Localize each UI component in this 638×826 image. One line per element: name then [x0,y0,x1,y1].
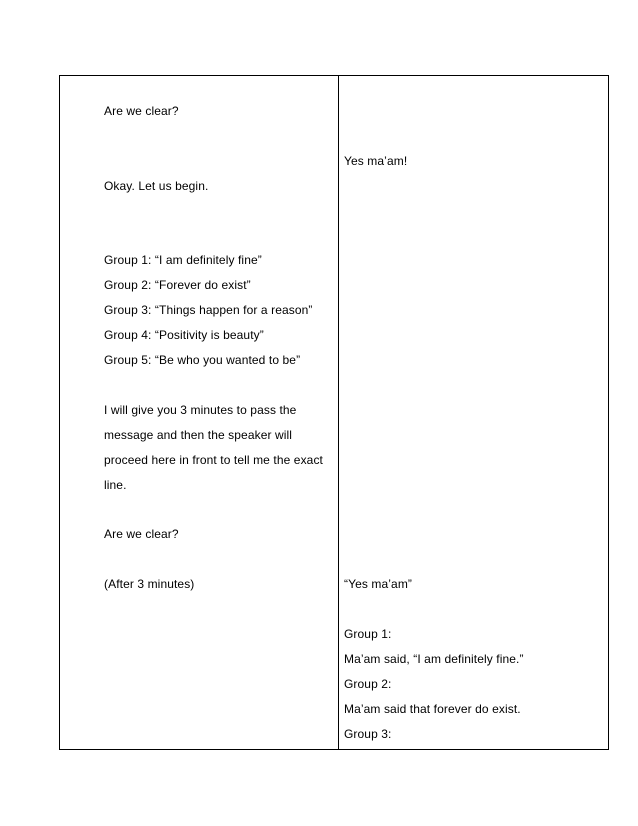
teacher-line-group3: Group 3: “Things happen for a reason” [104,303,313,317]
teacher-line-begin: Okay. Let us begin. [104,179,209,193]
student-line-group2-label: Group 2: [344,677,392,691]
teacher-line-group4: Group 4: “Positivity is beauty” [104,328,264,342]
column-divider [338,76,339,749]
teacher-line-instruction-3: proceed here in front to tell me the exact [104,453,323,467]
teacher-line-instruction-4: line. [104,478,127,492]
teacher-line-after: (After 3 minutes) [104,577,195,591]
teacher-line-are-we-clear-2: Are we clear? [104,527,179,541]
teacher-line-group2: Group 2: “Forever do exist” [104,278,251,292]
student-line-group3-label: Group 3: [344,727,392,741]
student-line-group2-answer: Ma’am said that forever do exist. [344,702,521,716]
teacher-line-instruction-1: I will give you 3 minutes to pass the [104,403,297,417]
student-line-yes-2: “Yes ma’am” [344,577,413,591]
teacher-line-group1: Group 1: “I am definitely fine” [104,253,262,267]
student-line-group1-answer: Ma’am said, “I am definitely fine.” [344,652,524,666]
student-line-group1-label: Group 1: [344,627,392,641]
teacher-line-are-we-clear: Are we clear? [104,104,179,118]
lesson-table [59,75,609,750]
teacher-line-instruction-2: message and then the speaker will [104,428,293,442]
teacher-line-group5: Group 5: “Be who you wanted to be” [104,353,301,367]
student-line-yes-1: Yes ma’am! [344,154,408,168]
